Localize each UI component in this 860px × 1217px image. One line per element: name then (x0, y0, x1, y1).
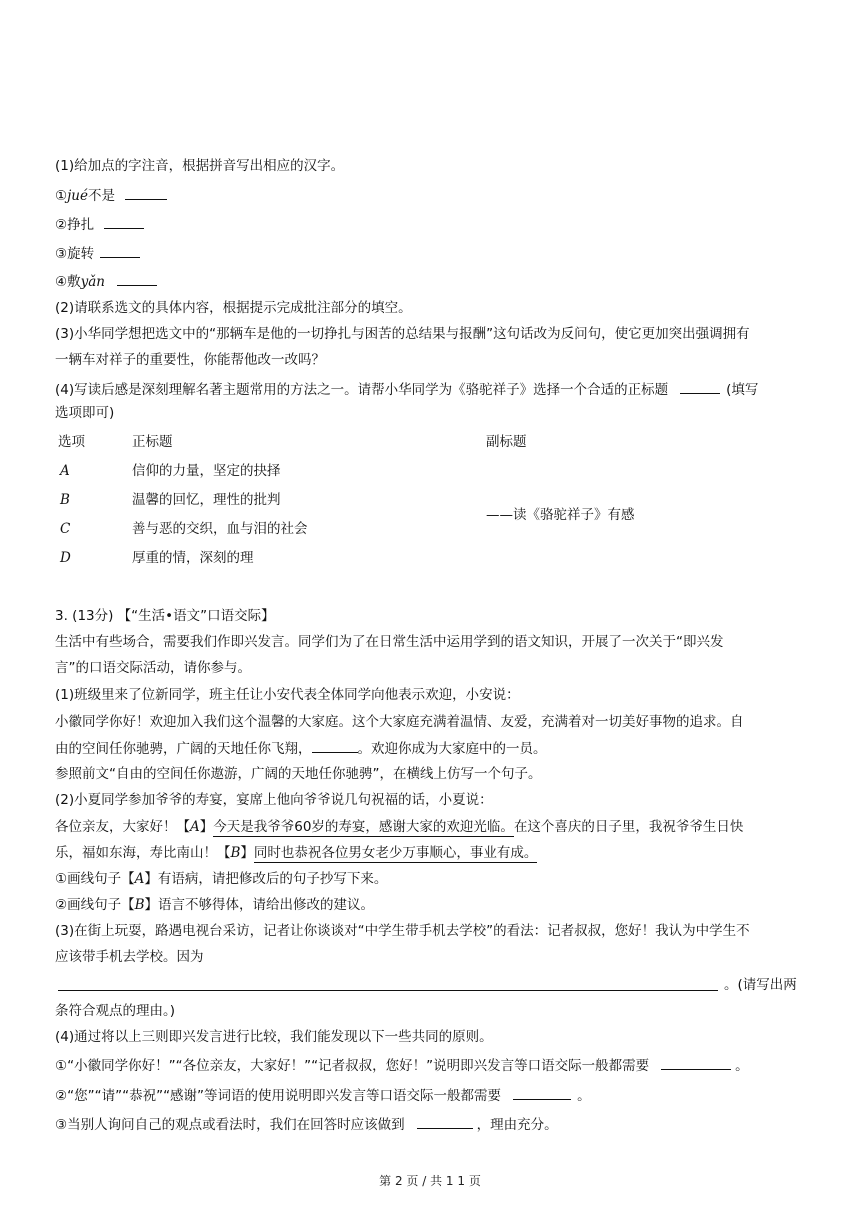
table-row-title: 信仰的力量，坚定的抉择 (132, 463, 281, 479)
answer-blank[interactable] (661, 1055, 731, 1070)
q3-part4-question3 (55, 1114, 558, 1135)
answer-blank[interactable] (312, 738, 358, 753)
speech-text-end: 。欢迎你成为大家庭中的一员。 (357, 741, 547, 757)
table-row-option: C (60, 521, 71, 537)
q3-part3-line-end: 。(请写出两 (724, 977, 797, 993)
q3-part4-question2 (55, 1085, 591, 1106)
q3-part2-question1 (55, 869, 387, 889)
question-text: ③当别人询问自己的观点或看法时，我们在回答时应该做到 (55, 1117, 405, 1133)
part4-text-end: (填写 (726, 382, 759, 398)
table-subtitle: ——读《骆驼祥子》有感 (486, 507, 635, 523)
item-text: ②挣扎 (55, 217, 95, 233)
answer-blank[interactable] (417, 1114, 473, 1129)
q3-part2-question2 (55, 895, 374, 915)
q3-part4-prompt: (4)通过将以上三则即兴发言进行比较，我们能发现以下一些共同的原则。 (55, 1029, 493, 1045)
answer-long-line[interactable] (58, 990, 718, 991)
table-row-title: 温馨的回忆，理性的批判 (132, 492, 281, 508)
table-row-title: 善与恶的交织，血与泪的社会 (132, 521, 308, 537)
table-row-option: A (60, 463, 70, 479)
q3-part1-speech-line1: 小徽同学你好！欢迎加入我们这个温馨的大家庭。这个大家庭充满着温情、友爱，充满着对一切美好事物的追求。自 (55, 714, 744, 730)
answer-blank[interactable] (100, 243, 140, 258)
table-header-option: 选项 (58, 434, 85, 450)
answer-blank[interactable] (104, 214, 144, 229)
speech-text: 】 (240, 845, 254, 861)
q3-part3-line4: 条符合观点的理由。) (55, 1003, 176, 1019)
question-text: ①画线句子【 (55, 871, 135, 887)
item-text: 不是 (87, 188, 115, 204)
table-row-title: 厚重的情，深刻的理 (132, 550, 254, 566)
q3-heading: 3. (13分) 【“生活•语文”口语交际】 (55, 608, 275, 624)
speech-text: 由的空间任你驰骋，广阔的天地任你飞翔， (55, 741, 312, 757)
table-row-option: B (60, 492, 70, 508)
question-text: 】语言不够得体，请给出修改的建议。 (144, 897, 375, 913)
table-header-subtitle: 副标题 (486, 434, 527, 450)
question-text: ①“小徽同学你好！”“各位亲友，大家好！”“记者叔叔，您好！”说明即兴发言等口语交际一般都需要 (55, 1058, 650, 1074)
q3-part1-prompt: (1)班级里来了位新同学，班主任让小安代表全体同学向他表示欢迎，小安说： (55, 687, 520, 703)
q2-part4-line1 (55, 379, 758, 400)
part4-text: (4)写读后感是深刻理解名著主题常用的方法之一。请帮小华同学为《骆驼祥子》选择一个合适的正标题 (55, 382, 669, 398)
item-text: ④敷 (55, 274, 81, 290)
q2-item-2 (55, 214, 144, 235)
label-b: B (134, 897, 145, 913)
item-number: ① (55, 188, 68, 204)
q2-item-1 (55, 185, 167, 206)
speech-text: 乐，福如东海，寿比南山！【 (55, 845, 231, 861)
answer-blank[interactable] (117, 271, 157, 286)
table-row-option: D (60, 550, 71, 566)
q3-part4-question1 (55, 1055, 749, 1076)
speech-text: 各位亲友，大家好！【 (55, 819, 190, 835)
label-a: A (190, 819, 200, 835)
answer-blank[interactable] (513, 1085, 571, 1100)
answer-blank[interactable] (680, 379, 720, 394)
q3-part1-speech-line2 (55, 738, 547, 759)
q3-part2-speech-line2 (55, 843, 537, 863)
label-a: A (134, 871, 145, 887)
question-text: ②“您”“请”“恭祝”“感谢”等词语的使用说明即兴发言等口语交际一般都需要 (55, 1088, 502, 1104)
question-text: 】有语病，请把修改后的句子抄写下来。 (144, 871, 388, 887)
speech-text: 在这个喜庆的日子里，我祝爷爷生日快 (513, 819, 744, 835)
label-b: B (230, 845, 241, 861)
answer-blank[interactable] (125, 185, 167, 200)
item-text: ③旋转 (55, 246, 95, 262)
page-footer: 第 2 页 / 共 1 1 页 (379, 1174, 481, 1188)
q2-item-4 (55, 271, 157, 292)
q3-part3-line2: 应该带手机去学校。因为 (55, 949, 204, 965)
question-text-end: ，理由充分。 (476, 1117, 558, 1133)
q3-part3-line1: (3)在街上玩耍，路遇电视台采访，记者让你谈谈对“中学生带手机去学校”的看法：记者叔叔，您好！我认为中学生不 (55, 923, 750, 939)
speech-text: 】 (199, 819, 214, 835)
q3-part2-speech-line1 (55, 817, 743, 837)
q2-part4-line2: 选项即可) (55, 405, 115, 421)
q3-intro-line2: 言”的口语交际活动，请你参与。 (55, 660, 251, 676)
q3-part2-prompt: (2)小夏同学参加爷爷的寿宴，宴席上他向爷爷说几句祝福的话，小夏说： (55, 792, 493, 808)
q2-part3-line2: 一辆车对祥子的重要性，你能帮他改一改吗？ (55, 352, 325, 368)
q3-part1-task: 参照前文“自由的空间任你遨游，广阔的天地任你驰骋”，在横线上仿写一个句子。 (55, 766, 542, 782)
underlined-sentence-a: 今天是我爷爷60岁的寿宴，感谢大家的欢迎光临。 (213, 819, 514, 835)
table-header-title: 正标题 (132, 434, 173, 450)
pinyin: yǎn (80, 274, 105, 290)
period: 。 (577, 1088, 591, 1104)
q2-part3-line1: (3)小华同学想把选文中的“那辆车是他的一切挣扎与困苦的总结果与报酬”这句话改为反问句，使它更加突出强调拥有 (55, 326, 750, 342)
q2-part1-prompt: (1)给加点的字注音，根据拼音写出相应的汉字。 (55, 158, 345, 174)
q3-intro-line1: 生活中有些场合，需要我们作即兴发言。同学们为了在日常生活中运用学到的语文知识，开展了一次关于“即兴发 (55, 634, 724, 650)
question-text: ②画线句子【 (55, 897, 135, 913)
period: 。 (735, 1058, 749, 1074)
pinyin: jué (67, 188, 88, 204)
q2-part2-prompt: (2)请联系选文的具体内容，根据提示完成批注部分的填空。 (55, 300, 412, 316)
underlined-sentence-b: 同时也恭祝各位男女老少万事顺心，事业有成。 (253, 845, 538, 861)
q2-item-3 (55, 243, 140, 264)
